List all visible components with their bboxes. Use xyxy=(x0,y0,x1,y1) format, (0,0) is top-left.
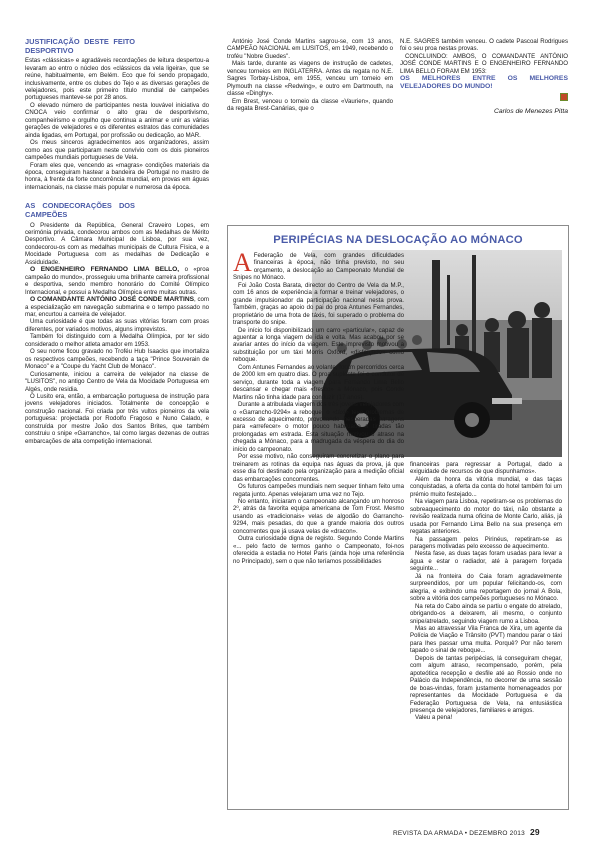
flag-icon xyxy=(560,93,568,101)
paragraph: Uma curiosidade é que todas as suas vitórias foram com proas diferentes, por variados motivos, alguns imprevistos. xyxy=(25,318,209,333)
paragraph: Foi João Costa Barata, director do Centro de Vela da M.P., com 16 anos de experiência a formar e treinar velejadores, o grande impulsionador da participação nacional nesta prova. Também, graças ao apoio do pai do proa Antunes Fernandes, proprietário de uma frota de táxis, foi superado o problema do transporte do snipe. xyxy=(233,281,404,327)
paragraph: António José Conde Martins sagrou-se, com 13 anos, CAMPEÃO NACIONAL em LUSITOS, em 1949, recebendo o troféu "Nobre Guedes". xyxy=(227,38,393,60)
paragraph-text: , com a especialização em navegação submarina e o tempo passado no mar, encurtou a carreira de velejador. xyxy=(25,296,209,318)
paragraph: De início foi disponibilizado um carro «particular», capaz de aguentar a longa viagem de ida e volta. Mas acabou por se avariar antes do início da viagem. Este imprevisto motivou a substituição por um táxi Morris Oxford, «disfarçado» como reboque. xyxy=(233,326,404,364)
column-right-top xyxy=(400,38,568,115)
box-title: PERIPÉCIAS NA DESLOCAÇÃO AO MÓNACO xyxy=(273,234,523,246)
section-heading-decorations: AS CONDECORAÇÕES DOS CAMPEÕES xyxy=(25,201,135,219)
paragraph: O Presidente da República, General Craveiro Lopes, em cerimónia privada, condecorou ambos com as Medalhas de Mérito Desportivo. A Câmara Municipal de Lisboa, por sua vez, condecorou-os com as medalhas municipais de Cultura Física, e a Mocidade Portuguesa com as medalhas de Dedicação e Assiduidade. xyxy=(25,221,209,266)
paragraph: Estas «clássicas» e agradáveis recordações de leitura despertou-a levaram ao entro o núcleo dos «clássicos da vela ligeira», que se reúne, habitualmente, em Belém. Eco que foi sendo propagado, inclusivamente, entre os clubes do Tejo e as diversas gerações de velejadores, pois este primeiro título mundial de campeões portugueses manteve-se por 28 anos. xyxy=(25,57,209,102)
paragraph: CONCLUINDO: AMBOS, O COMANDANTE ANTÓNIO JOSÉ CONDE MARTINS E O ENGENHEIRO FERNANDO LIMA BELLO FORAM EM 1953: xyxy=(400,52,568,75)
paragraph: Valeu a pena! xyxy=(415,714,453,722)
column-middle-top xyxy=(227,38,393,113)
paragraph: O elevado número de participantes nesta louvável iniciativa do CNOCA veio confirmar o alto grau de desportivismo, companheirismo e orgulho que continua a animar e unir as várias gerações de velejadores e os diferentes estratos das comunidades ainda ligadas, em Portugal, por profissão ou dedicação, ao MAR. xyxy=(25,101,209,139)
paragraph xyxy=(25,266,209,296)
paragraph: Por esse motivo, não conseguiram concretizar o plano para treinarem as rotinas da equipa nas águas da prova, já que esse dia foi destinado pela organização para a medição oficial das embarcações concorrentes. xyxy=(233,453,404,483)
magazine-issue: REVISTA DA ARMADA • DEZEMBRO 2013 xyxy=(393,830,525,837)
paragraph: Em Brest, venceu o torneio da classe «Vaurien», quando da regata Brest-Canárias, que o xyxy=(227,97,393,113)
paragraph: Mais tarde, durante as viagens de instrução de cadetes, venceu torneios em INGLATERRA. Antes da regata no N.E. Sagres Torbay-Lisboa, em 1955, venceu um torneio em Plymouth na classe «Redwing», e outro em Dartmouth, na classe «Dinghy». xyxy=(227,60,393,98)
paragraph: Nesta fase, as duas taças foram usadas para levar a água e estar o radiador, até à paragem forçada seguinte... xyxy=(410,550,562,573)
paragraph: Os futuros campeões mundiais nem sequer tinham feito uma regata junto. Apenas velejaram uma vez no Tejo. xyxy=(233,483,404,498)
paragraph: N.E. SAGRES também venceu. O cadete Pascoal Rodrigues foi o seu proa nestas provas. xyxy=(400,38,568,53)
paragraph xyxy=(25,296,209,318)
column-left xyxy=(25,38,209,445)
paragraph: Os meus sinceros agradecimentos aos organizadores, assim como aos que participaram neste convívio com os dois pioneiros campeões mundiais portugueses de Vela. xyxy=(25,139,209,162)
paragraph: O Lusito era, então, a embarcação portuguesa de instrução para jovens velejadores iniciados. Totalmente de concepção e construção nacional. Foi criada por três vultos pioneiros da vela portuguesa: projectada por Rodolfo Fragoso e Nuno Calado, e construída por mestre João dos Santos Brites, que também construiu o snipe «Garrancho», tal como largas dezenas de outras embarcações de alta competição internacional. xyxy=(25,392,209,445)
paragraph: Já na fronteira do Caia foram agradavelmente surpreendidos, por um popular felicitando-os, com alegria, e exibindo uma reportagem do jornal A Bola, sobre a vitória dos campeões portugueses no Mónaco. xyxy=(410,572,562,603)
box-column-left xyxy=(233,248,404,802)
name-lima-bello: O ENGENHEIRO FERNANDO LIMA BELLO, xyxy=(30,266,180,274)
paragraph: Durante a atribulada viagem dos três jovens velejadores com o «Garrancho-9294» a reboque, o «táxi» teve problemas de excesso de aquecimento, provocando inesperadas paragens para «arrefecer» o motor pouco habituado a tiradas tão prolongadas em estrada. Esta situação motivou o atraso na chegada a Mónaco, para a madrugada da véspera do dia do início do campeonato. xyxy=(233,401,404,453)
paragraph: Também foi distinguido com a Medalha Olímpica, por ter sido considerado o melhor atleta amador em 1953. xyxy=(25,333,209,348)
paragraph: No entanto, iniciaram o campeonato alcançando um honroso 2º, atrás da favorita equipa americana de Tom Frost. Mesmo usando as «tradicionais» velas de algodão do Garrancho-9294, mais pesadas, do que a grande maioria dos outros concorrentes que já usava velas de «dracon». xyxy=(233,497,404,535)
paragraph: Outra curiosidade digna de registo. Segundo Conde Martins «... pelo facto de termos ganho o Campeonato, foi-nos oferecida a estadia no Hotel Paris (ainda hoje uma referência no Principado), sem o que não teríamos possibilidades xyxy=(233,535,404,565)
paragraph: Mas ao atravessar Vila Franca de Xira, um agente da Polícia de Viação e Trânsito (PVT) mandou parar o táxi para lhes passar uma multa. Porquê? Por não terem tapado o sinal de reboque... xyxy=(410,624,562,655)
paragraph: Foram eles que, vencendo as «magras» condições materiais da época, conseguiram hastear a bandeira de Portugal no mastro de honra, à frente da forte concorrência mundial, em provas em águas internacionais, na classe mais popular e numerosa da época. xyxy=(25,161,209,191)
paragraph: Na viagem para Lisboa, repetiram-se os problemas do sobreaquecimento do motor do táxi, não obstante a revisão realizada numa oficina de Monte Carlo, aliás, já usada por Fernando Lima Bello na sua presença em regatas anteriores. xyxy=(410,498,562,536)
name-conde-martins: O COMANDANTE ANTÓNIO JOSÉ CONDE MARTINS xyxy=(30,296,194,304)
author-signature: Carlos de Menezes Pitta xyxy=(493,107,568,115)
paragraph: Além da honra da vitória mundial, e das taças conquistadas, a oferta da conta do hotel também foi um prémio muito festejado... xyxy=(410,475,562,498)
paragraph: O seu nome ficou gravado no Troféu Hub Isaacks que imortaliza os respectivos campeões, recebendo a taça "Prince Souverain de Monaco" e a "Coupe du Yacht Club de Monaco". xyxy=(25,348,209,371)
paragraph: financeiras para regressar a Portugal, dado a exiguidade de recursos de que dispunhamos». xyxy=(410,461,562,476)
box-column-right xyxy=(410,461,562,722)
paragraph: Na passagem pelos Pirinéus, repetiram-se as paragens motivadas pelo excesso de aquecimento. xyxy=(410,535,562,550)
paragraph-text: o «proa campeão do mundo», prosseguiu uma brilhante carreira profissional e desportiva, sendo membro honorário do Comité Olímpico Internacional, e possui a Medalha Olímpica entre muitas outras. xyxy=(25,266,209,296)
paragraph: Com Antunes Fernandes ao volante, foram percorridos cerca de 2000 km em quatro dias. O proa suplente foi o condutor de serviço, durante toda a viagem, para Fernando Lima Bello descansar e chegar mais «fresco» a Mónaco, pois Conde Martins não tinha idade para conduzir (17 anos). xyxy=(233,363,404,401)
page-footer xyxy=(393,827,540,837)
drop-cap: A xyxy=(233,248,252,277)
section-heading-justification: JUSTIFICAÇÃO DESTE FEITO DESPORTIVO xyxy=(25,37,135,55)
conclusion-highlight: OS MELHORES ENTRE OS MELHORES VELEJADORES DO MUNDO! xyxy=(400,75,568,91)
paragraph: Depois de tantas peripécias, lá conseguiram chegar, com algum atraso, recompensado, porém, pela apoteótica recepção e desfile até ao Rossio onde no Palácio da Independência, no decorrer de uma sessão de boas-vindas, foram justamente homenageados por representantes da Mocidade Portuguesa e da Federação Portuguesa de Vela, na entusiástica presença de velejadores, familiares e amigos. xyxy=(410,654,562,714)
page-number: 29 xyxy=(529,827,540,837)
paragraph: Na reta do Cabo ainda se partiu o engate do atrelado, obrigando-os a deixarem, ali mesmo, o conjunto snipe/atrelado, seguindo viagem rumo a Lisboa. xyxy=(410,602,562,625)
paragraph: Curiosamente, iniciou a carreira de velejador na classe de "LUSITOS", no antigo Centro de Vela da Mocidade Portuguesa em Algés, onde residia. xyxy=(25,370,209,393)
paragraph: Federação de Vela, com grandes dificuldades financeiras à época, não tinha previsto, no seu orçamento, a deslocação ao Campeonato Mundial de Snipes no Mónaco. xyxy=(233,252,404,282)
